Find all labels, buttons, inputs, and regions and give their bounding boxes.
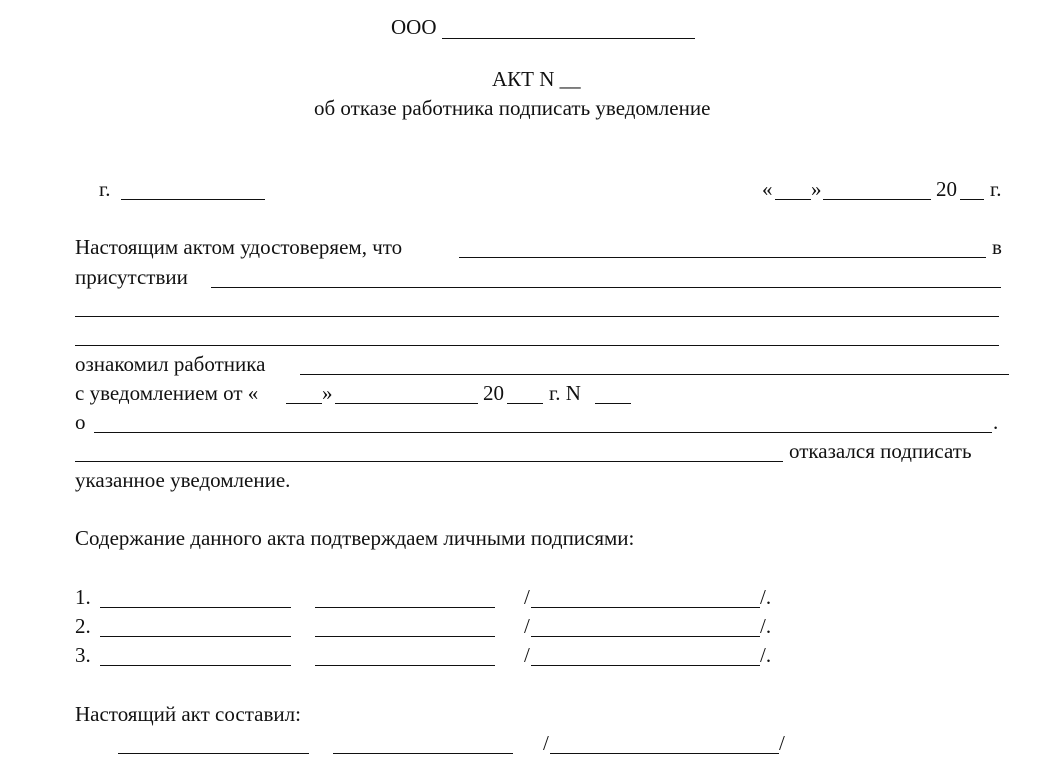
org-prefix: ООО	[391, 15, 437, 39]
notice-quote-close: »	[322, 381, 333, 405]
signature-row-1-num: 1.	[75, 585, 91, 609]
notice-day-blank	[286, 403, 322, 404]
date-year-suffix: г.	[990, 177, 1002, 201]
body-line-1-end: в	[992, 235, 1002, 259]
body-line-8-end: отказался подписать	[789, 439, 972, 463]
notice-number-label: г. N	[549, 381, 581, 405]
city-blank	[121, 199, 265, 200]
signature-row-3-slash-close: /.	[760, 643, 772, 667]
signature-row-2-slash-close: /.	[760, 614, 772, 638]
signature-row-3-sign-blank	[315, 665, 495, 666]
date-year-blank	[960, 199, 984, 200]
signature-row-2-num: 2.	[75, 614, 91, 638]
employee-blank	[459, 257, 986, 258]
body-line-5-text: ознакомил работника	[75, 352, 266, 376]
body-line-6-text: с уведомлением от «	[75, 381, 259, 405]
notice-subject-blank	[94, 432, 992, 433]
date-year-prefix: 20	[936, 177, 957, 201]
witnesses-blank-3	[75, 345, 999, 346]
org-name-blank	[442, 38, 695, 39]
notice-year-prefix: 20	[483, 381, 504, 405]
date-day-blank	[775, 199, 811, 200]
signature-row-3-slash-open: /	[524, 643, 530, 667]
signature-row-2-position-blank	[100, 636, 291, 637]
signature-row-1-sign-blank	[315, 607, 495, 608]
city-prefix: г.	[99, 177, 111, 201]
signature-row-2-sign-blank	[315, 636, 495, 637]
signature-row-1-name-blank	[531, 607, 760, 608]
act-subtitle: об отказе работника подписать уведомление	[314, 96, 711, 120]
notice-year-blank	[507, 403, 543, 404]
act-title: АКТ N __	[492, 67, 581, 91]
body-line-2-text: присутствии	[75, 265, 188, 289]
signature-row-3-name-blank	[531, 665, 760, 666]
notice-month-blank	[335, 403, 478, 404]
composer-label: Настоящий акт составил:	[75, 702, 301, 726]
signature-row-2-slash-open: /	[524, 614, 530, 638]
date-quote-close: »	[811, 177, 822, 201]
refuser-blank	[75, 461, 783, 462]
body-line-9-text: указанное уведомление.	[75, 468, 291, 492]
body-line-7-end: .	[993, 410, 999, 434]
composer-slash-close: /	[779, 731, 785, 755]
signature-row-1-position-blank	[100, 607, 291, 608]
composer-sign-blank	[333, 753, 513, 754]
witnesses-blank-1	[211, 287, 1001, 288]
date-month-blank	[823, 199, 931, 200]
signatures-intro: Содержание данного акта подтверждаем личными подписями:	[75, 526, 635, 550]
worker-name-blank	[300, 374, 1009, 375]
composer-slash-open: /	[543, 731, 549, 755]
notice-number-blank	[595, 403, 631, 404]
composer-name-blank	[550, 753, 779, 754]
date-quote-open: «	[762, 177, 773, 201]
signature-row-3-position-blank	[100, 665, 291, 666]
body-line-7-text: о	[75, 410, 86, 434]
signature-row-3-num: 3.	[75, 643, 91, 667]
signature-row-1-slash-open: /	[524, 585, 530, 609]
witnesses-blank-2	[75, 316, 999, 317]
signature-row-2-name-blank	[531, 636, 760, 637]
body-line-1-text: Настоящим актом удостоверяем, что	[75, 235, 403, 259]
signature-row-1-slash-close: /.	[760, 585, 772, 609]
composer-position-blank	[118, 753, 309, 754]
